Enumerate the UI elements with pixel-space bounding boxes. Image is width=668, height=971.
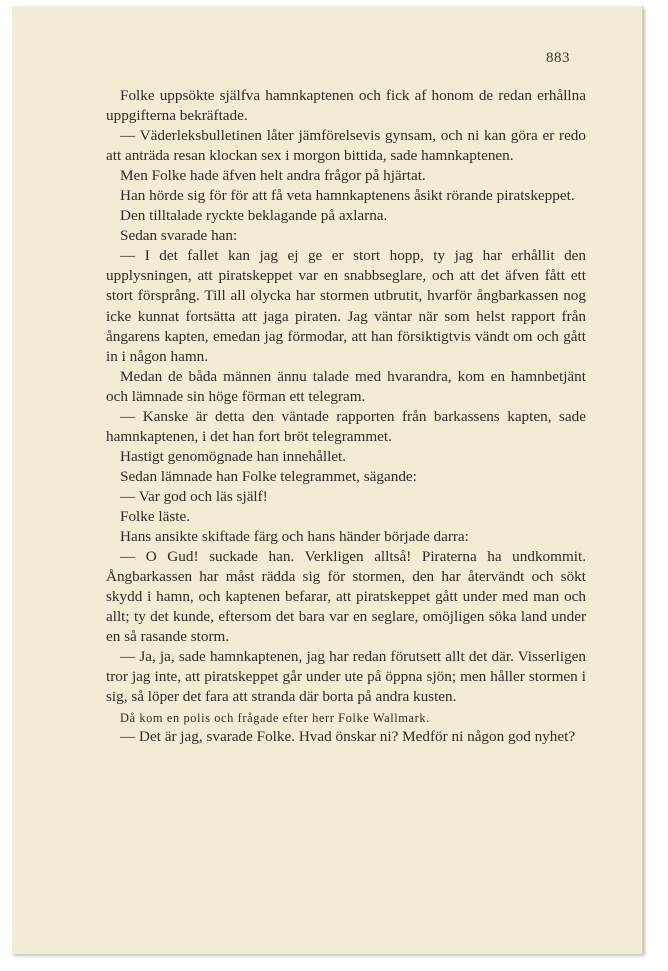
paragraph: — Det är jag, svarade Folke. Hvad önskar ni? Medför ni någon god nyhet? bbox=[120, 728, 576, 746]
paragraph: Men Folke hade äfven helt andra frågor på hjärtat. bbox=[120, 167, 426, 185]
paragraph: Medan de båda männen ännu talade med hvarandra, kom en hamnbetjänt och lämnade sin höge förman ett telegram. bbox=[106, 367, 586, 405]
paragraph: Folke uppsökte själfva hamnkaptenen och fick af honom de redan erhållna uppgifterna bekräftade. bbox=[106, 87, 586, 125]
body-text bbox=[106, 86, 586, 748]
paragraph: — Ja, ja, sade hamnkaptenen, jag har redan förutsett allt det där. Visserligen tror jag inte, att piratskeppet går under ute på öppna sjön; men håller stormen i sig, så löper det fara att stranda där borta på andra kusten. bbox=[106, 648, 586, 706]
paragraph: — Väderleksbulletinen låter jämförelsevis gynsam, och ni kan göra er redo att anträda resan klockan sex i morgon bittida, sade hamnkaptenen. bbox=[106, 127, 586, 165]
page-number: 883 bbox=[546, 50, 570, 66]
paragraph: — Var god och läs själf! bbox=[120, 487, 268, 505]
paragraph: — Kanske är detta den väntade rapporten från barkassens kapten, sade hamnkaptenen, i det han fort bröt telegrammet. bbox=[106, 407, 586, 445]
book-page bbox=[12, 6, 643, 954]
paragraph: Sedan lämnade han Folke telegrammet, sägande: bbox=[120, 467, 417, 485]
paragraph: Han hörde sig för för att få veta hamnkaptenens åsikt rörande piratskeppet. bbox=[120, 187, 575, 205]
paragraph: — I det fallet kan jag ej ge er stort hopp, ty jag har erhållit den upplysningen, att piratskeppet var en snabbseglare, och att det äfven fått ett stort försprång. Till all olycka har stormen utbrutit, hvarför ångbarkassen nog icke kunnat fortsätta att jaga piraten. Jag väntar när som helst rapport från ångarens kapten, emedan jag förmodar, att han försiktigtvis vändt om och gått in i någon hamn. bbox=[106, 247, 586, 365]
paragraph: Hastigt genomögnade han innehållet. bbox=[120, 447, 347, 465]
paragraph: Hans ansikte skiftade färg och hans händer började darra: bbox=[120, 528, 469, 546]
paragraph: Folke läste. bbox=[120, 507, 191, 525]
paragraph: Den tilltalade ryckte beklagande på axlarna. bbox=[120, 207, 388, 225]
paragraph: Sedan svarade han: bbox=[120, 227, 238, 245]
paragraph: — O Gud! suckade han. Verkligen alltså! Piraterna ha undkommit. Ångbarkassen har måst rädda sig för stormen, den har återvändt och sökt skydd i hamn, och kaptenen befarar, att piratskeppet gått under med man och allt; ty det kunde, eftersom det bara var en seglare, omöjligen söka land under en så rasande storm. bbox=[106, 548, 586, 646]
small-print-line: Då kom en polis och frågade efter herr Folke Wallmark. bbox=[120, 711, 430, 726]
